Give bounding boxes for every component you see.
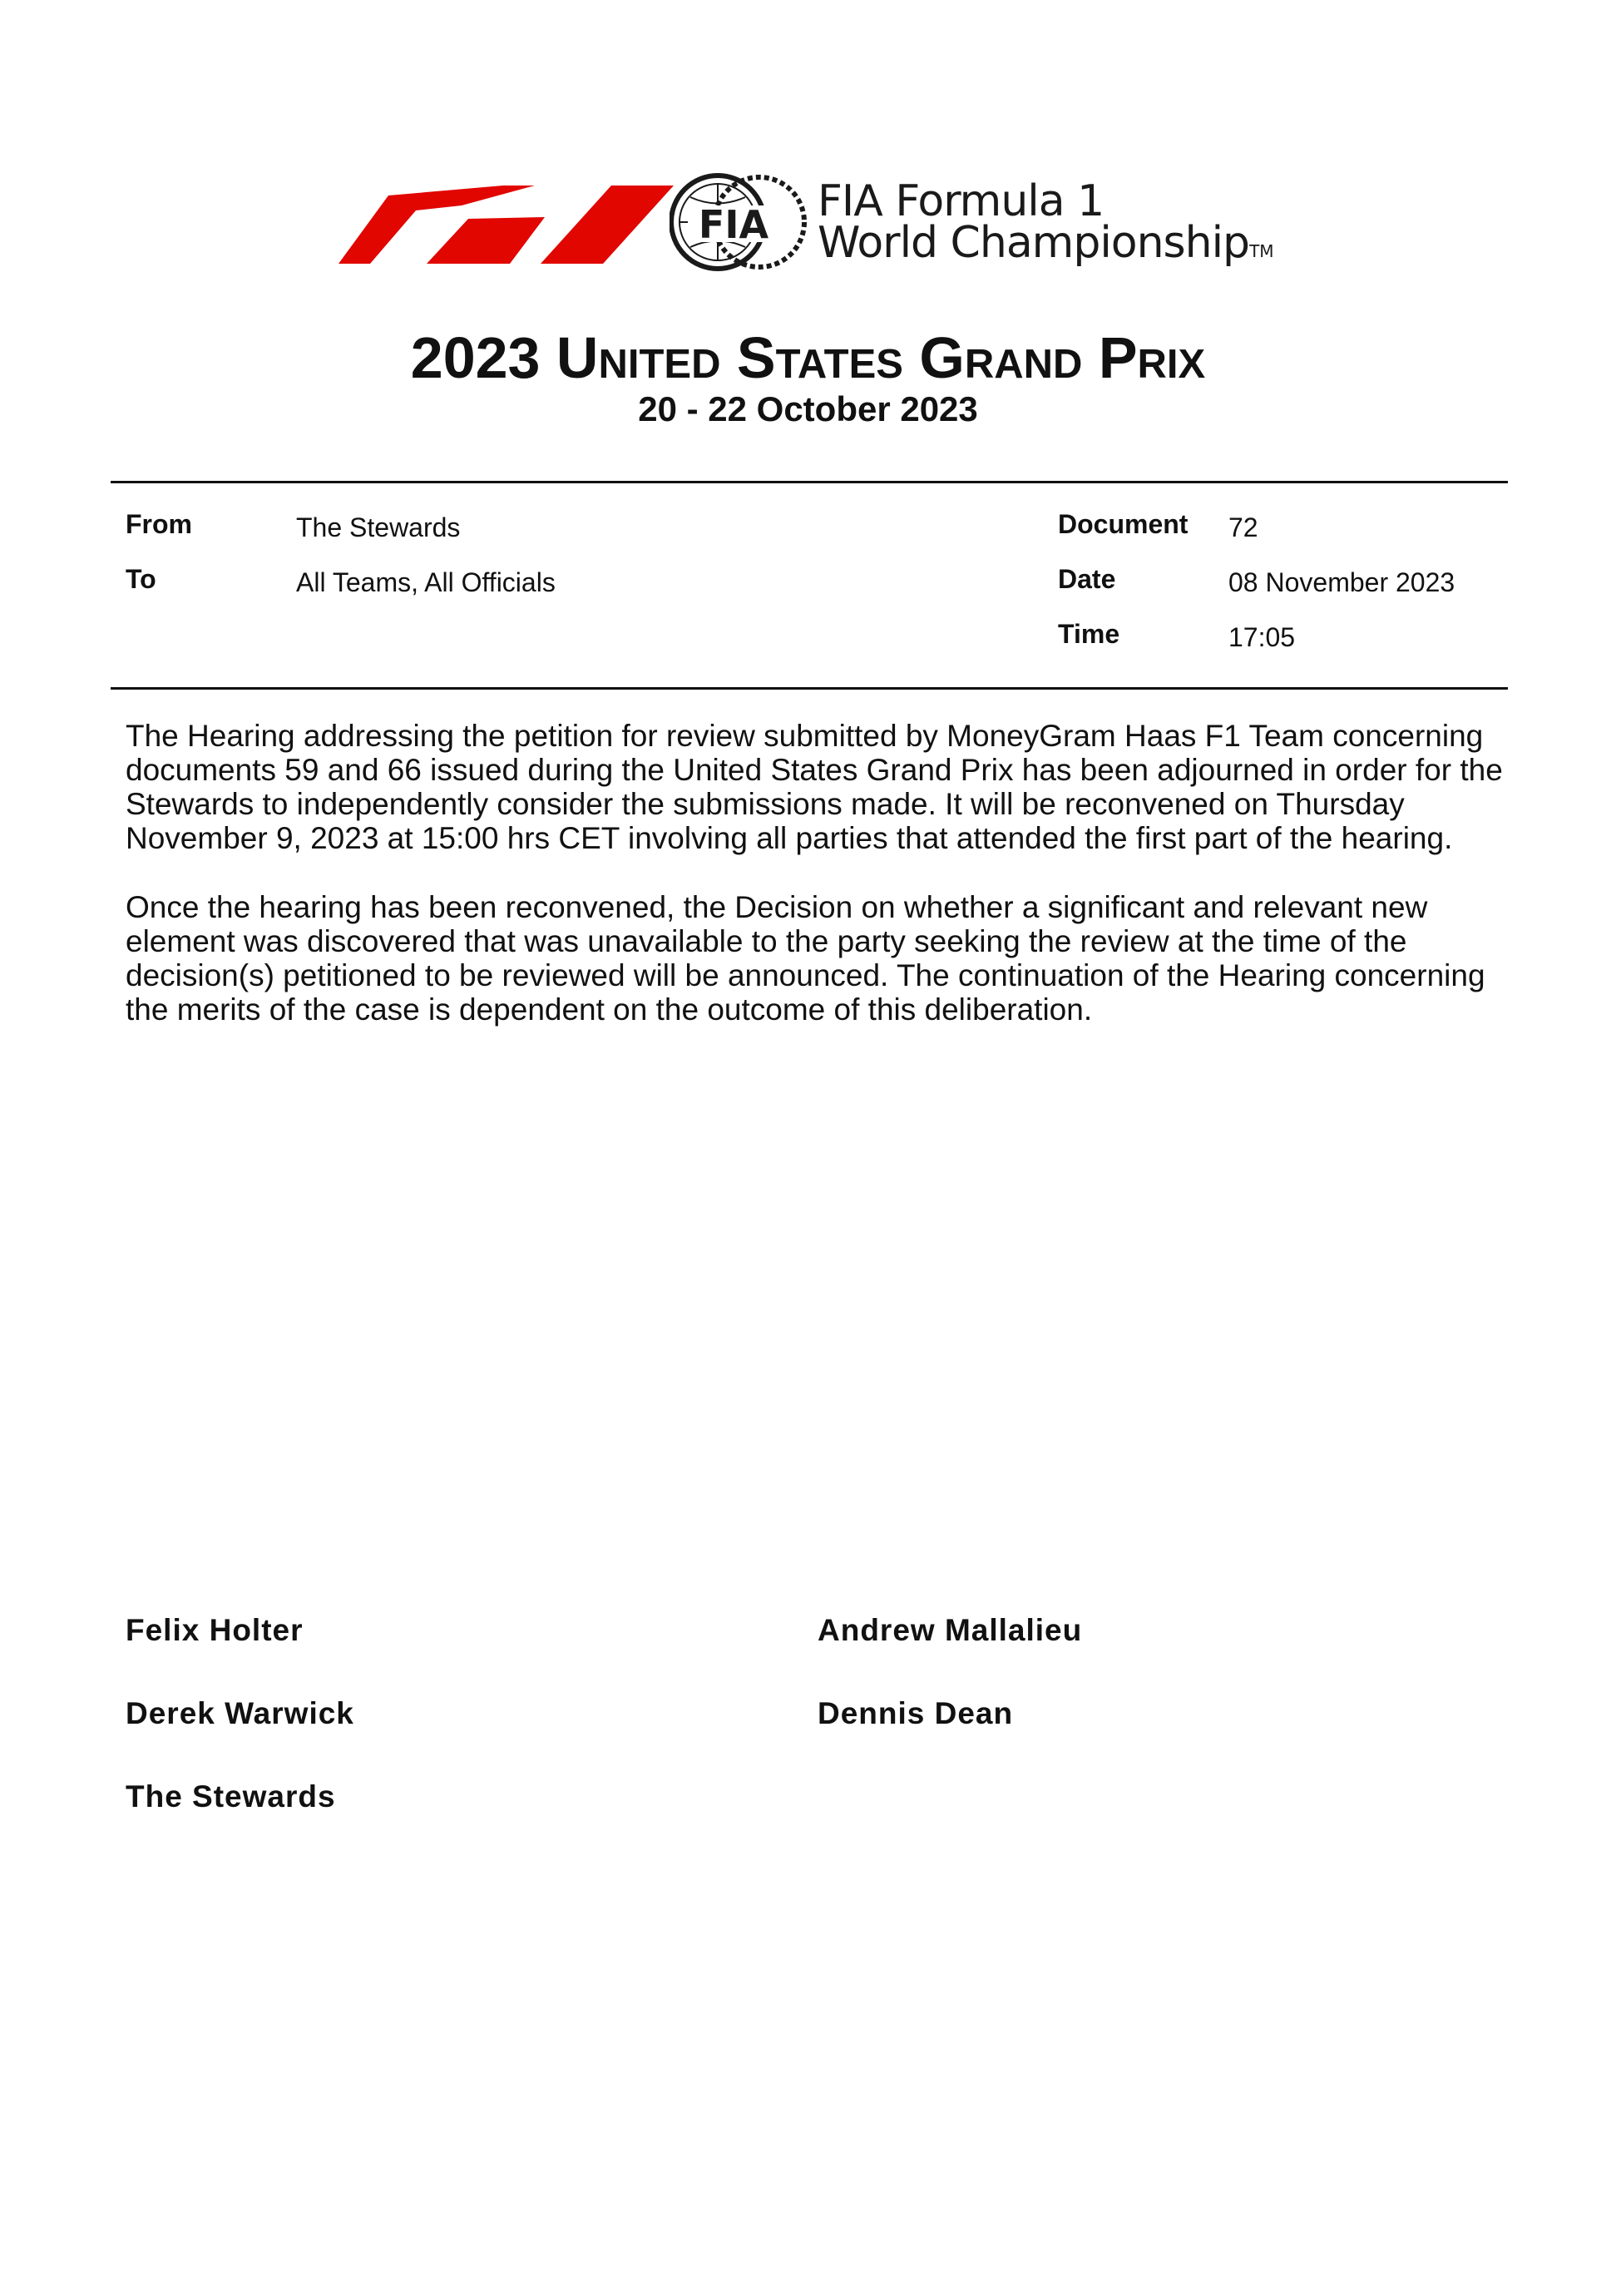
fia-emblem-icon	[670, 172, 811, 272]
time-value: 17:05	[1228, 622, 1296, 652]
page-title	[0, 324, 1616, 391]
date-label: Date	[1058, 564, 1116, 594]
header-logo	[337, 171, 1318, 279]
top-divider	[111, 481, 1508, 483]
signature-left-2: Derek Warwick	[126, 1696, 354, 1730]
f1-logo-icon	[337, 177, 678, 269]
body-paragraph-1: The Hearing addressing the petition for review submitted by MoneyGram Haas F1 Team concerning documents 59 and 66 issued during the United States Grand Prix has been adjourned in order for the Stewards to independently consider the submissions made. It will be reconvened on Thursday November 9, 2023 at 15:00 hrs CET involving all parties that attended the first part of the hearing.	[126, 719, 1503, 855]
body-paragraph-2: Once the hearing has been reconvened, the Decision on whether a significant and relevant new element was discovered that was unavailable to the party seeking the review at the time of the decision(s) petitioned to be reviewed will be announced. The continuation of the Hearing concerning the merits of the case is dependent on the outcome of this deliberation.	[126, 890, 1485, 1027]
document-value: 72	[1228, 512, 1258, 542]
from-value: The Stewards	[296, 512, 461, 542]
signature-left-3: The Stewards	[126, 1779, 336, 1814]
time-label: Time	[1058, 619, 1120, 649]
event-dates: 20 - 22 October 2023	[638, 389, 978, 428]
logo-wordmark	[818, 176, 1274, 272]
logo-line2	[818, 218, 1274, 272]
signature-right-1: Andrew Mallalieu	[818, 1613, 1083, 1647]
signature-left-1: Felix Holter	[126, 1613, 304, 1647]
to-label: To	[126, 564, 156, 594]
trademark-mark: TM	[1249, 241, 1274, 261]
to-value: All Teams, All Officials	[296, 567, 556, 597]
svg-text:FIA: FIA	[698, 202, 769, 247]
bottom-divider	[111, 687, 1508, 690]
document-label: Document	[1058, 509, 1189, 539]
signature-right-2: Dennis Dean	[818, 1696, 1014, 1730]
logo-line2-text: World Championship	[818, 218, 1250, 268]
from-label: From	[126, 509, 192, 539]
logo-line1: FIA Formula 1	[818, 176, 1105, 226]
date-value: 08 November 2023	[1228, 567, 1455, 597]
event-title: 2023 United States Grand Prix	[410, 325, 1206, 390]
